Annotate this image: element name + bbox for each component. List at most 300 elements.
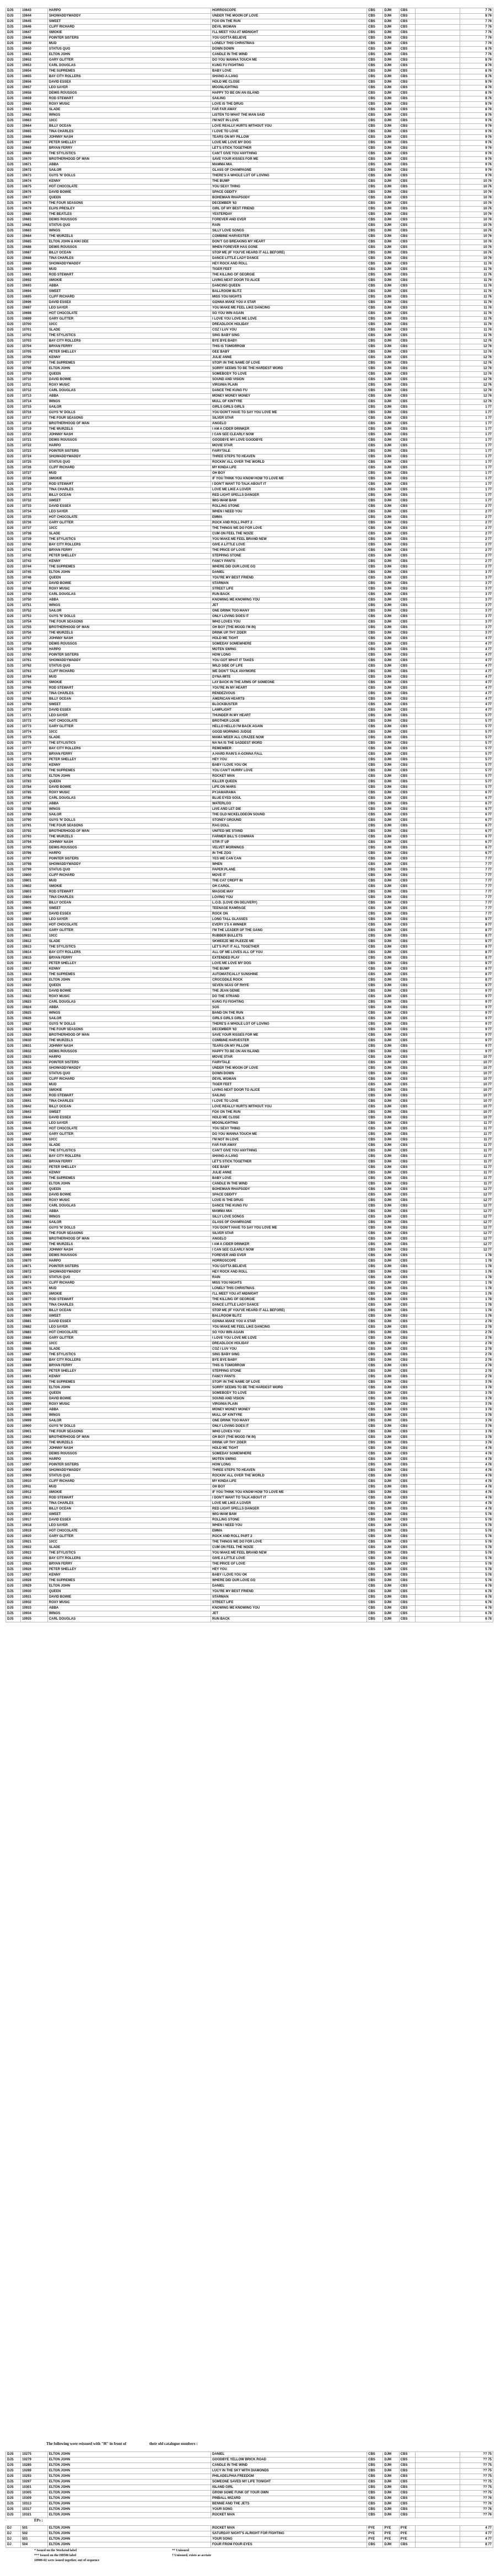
artist-cell: WINGS	[47, 229, 211, 234]
distributor-cell: CBS	[399, 653, 415, 658]
format-cell: CBS	[367, 1584, 383, 1589]
catalogue-number-cell: 10861	[21, 1209, 48, 1215]
notes-cell	[415, 950, 460, 956]
publisher-cell: DJM	[383, 1204, 399, 1209]
table-row	[6, 1193, 493, 1198]
label-cell: DJS	[6, 565, 21, 570]
publisher-cell: DJM	[383, 1275, 399, 1281]
table-row	[6, 1419, 493, 1424]
title-cell: STREET LIFE	[211, 1600, 367, 1606]
title-cell: ALL OF ME LOVES ALL OF YOU	[211, 950, 367, 956]
artist-cell: LEO SAYER	[47, 85, 211, 91]
catalogue-number-cell: 10884	[21, 1336, 48, 1341]
artist-cell: ELTON JOHN	[47, 1182, 211, 1187]
notes-cell	[415, 1044, 460, 1049]
distributor-cell: CBS	[399, 157, 415, 163]
format-cell: CBS	[367, 1060, 383, 1066]
catalogue-number-cell: 10782	[21, 774, 48, 780]
title-cell: THE PRICE OF LOVE	[211, 548, 367, 554]
date-cell: 8 77	[460, 978, 493, 983]
title-cell: YOU'RE MY BEST FRIEND	[211, 1589, 367, 1595]
distributor-cell: CBS	[399, 1534, 415, 1540]
artist-cell: LEO SAYER	[47, 917, 211, 923]
date-cell: 8 76	[460, 14, 493, 19]
format-cell: CBS	[367, 559, 383, 565]
notes-cell	[415, 548, 460, 554]
publisher-cell: DJM	[383, 245, 399, 251]
catalogue-number-cell: 10901	[21, 1430, 48, 1435]
notes-cell	[415, 212, 460, 218]
distributor-cell: CBS	[399, 752, 415, 757]
notes-cell	[415, 928, 460, 934]
format-cell: CBS	[367, 1512, 383, 1518]
publisher-cell: DJM	[383, 581, 399, 587]
artist-cell: QUEEN	[47, 196, 211, 201]
artist-cell: ROD STEWART	[47, 890, 211, 895]
notes-cell	[415, 107, 460, 113]
date-cell: 4 77	[460, 653, 493, 658]
distributor-cell: CBS	[399, 939, 415, 945]
notes-cell	[415, 124, 460, 129]
catalogue-number-cell: 10653	[21, 63, 48, 69]
publisher-cell: DJM	[383, 1369, 399, 1374]
table-row	[6, 1264, 493, 1270]
publisher-cell: DJM	[383, 1512, 399, 1518]
date-cell: 9 77	[460, 1049, 493, 1055]
notes-cell	[415, 405, 460, 410]
distributor-cell: CBS	[399, 967, 415, 972]
title-cell: LISTEN TO WHAT THE MAN SAID	[211, 113, 367, 118]
publisher-cell: DJM	[383, 625, 399, 631]
catalogue-number-cell: 10852	[21, 1160, 48, 1165]
title-cell: STEPPING STONE	[211, 1369, 367, 1374]
distributor-cell: CBS	[399, 945, 415, 950]
label-cell: DJS	[6, 388, 21, 394]
format-cell: CBS	[367, 928, 383, 934]
table-row	[6, 146, 493, 151]
table-row	[6, 1380, 493, 1386]
notes-cell	[415, 895, 460, 901]
label-cell: DJS	[6, 1352, 21, 1358]
catalogue-number-cell: 10845	[21, 1121, 48, 1127]
label-cell: DJS	[6, 383, 21, 388]
label-cell: DJS	[6, 1292, 21, 1297]
catalogue-number-cell: 10919	[21, 1529, 48, 1534]
date-cell: 5 77	[460, 774, 493, 780]
artist-cell: BILLY OCEAN	[47, 697, 211, 702]
catalogue-number-cell: 501	[21, 2526, 48, 2531]
title-cell: SKWEEZE ME PLEEZE ME	[211, 939, 367, 945]
table-row	[6, 1336, 493, 1341]
distributor-cell: CBS	[399, 1220, 415, 1226]
artist-cell: SHOWADDYWADDY	[47, 1468, 211, 1474]
table-row	[6, 1606, 493, 1611]
publisher-cell: DJM	[383, 1606, 399, 1611]
catalogue-number-cell: 10863	[21, 1220, 48, 1226]
date-cell: 3 77	[460, 620, 493, 625]
artist-cell: ELTON JOHN	[47, 2502, 211, 2507]
title-cell: BROTHER LOUIE	[211, 719, 367, 724]
format-cell: CBS	[367, 240, 383, 245]
format-cell: CBS	[367, 1033, 383, 1038]
date-cell: 11 77	[460, 1138, 493, 1143]
catalogue-number-cell: 10909	[21, 1474, 48, 1479]
format-cell: CBS	[367, 730, 383, 735]
format-cell: CBS	[367, 179, 383, 185]
label-cell: DJS	[6, 890, 21, 895]
date-cell: 2 78	[460, 1341, 493, 1347]
artist-cell: WINGS	[47, 1413, 211, 1419]
format-cell: CBS	[367, 1121, 383, 1127]
date-cell: 7 77	[460, 884, 493, 890]
label-cell: DJS	[6, 262, 21, 267]
format-cell: CBS	[367, 1606, 383, 1611]
catalogue-number-cell: 10835	[21, 1066, 48, 1071]
distributor-cell: CBS	[399, 1149, 415, 1154]
distributor-cell: PYE	[399, 2537, 415, 2542]
title-cell: DOWN DOWN	[211, 1071, 367, 1077]
format-cell: CBS	[367, 642, 383, 647]
title-cell: DO YOU WANNA TOUCH ME	[211, 1132, 367, 1138]
format-cell: CBS	[367, 945, 383, 950]
publisher-cell: DJM	[383, 510, 399, 515]
date-cell: 6 77	[460, 840, 493, 846]
distributor-cell: CBS	[399, 135, 415, 140]
catalogue-number-cell: 10754	[21, 620, 48, 625]
date-cell: 6 77	[460, 791, 493, 796]
publisher-cell: DJM	[383, 91, 399, 96]
table-row	[6, 752, 493, 757]
notes-cell	[415, 2458, 460, 2463]
distributor-cell: CBS	[399, 1038, 415, 1044]
notes-cell	[415, 1430, 460, 1435]
date-cell: 8 77	[460, 923, 493, 928]
notes-cell	[415, 85, 460, 91]
format-cell: CBS	[367, 1066, 383, 1071]
distributor-cell: CBS	[399, 664, 415, 669]
table-row	[6, 757, 493, 763]
title-cell: ROCKIN' ALL OVER THE WORLD	[211, 1474, 367, 1479]
table-row	[6, 802, 493, 807]
artist-cell: THE STYLISTICS	[47, 333, 211, 339]
publisher-cell: DJM	[383, 2474, 399, 2480]
label-cell: DJS	[6, 1573, 21, 1578]
label-cell: DJS	[6, 614, 21, 620]
notes-cell	[415, 1402, 460, 1408]
publisher-cell: DJM	[383, 477, 399, 482]
publisher-cell: DJM	[383, 879, 399, 884]
title-cell: I DON'T WANT TO TALK ABOUT IT	[211, 482, 367, 488]
catalogue-number-cell: 10765	[21, 680, 48, 686]
title-cell: YOUR SONG	[211, 2507, 367, 2513]
table-row	[6, 1369, 493, 1374]
publisher-cell: DJM	[383, 1165, 399, 1171]
format-cell: CBS	[367, 1055, 383, 1060]
table-row	[6, 1314, 493, 1319]
format-cell: CBS	[367, 30, 383, 36]
distributor-cell: CBS	[399, 730, 415, 735]
catalogue-number-cell: 10774	[21, 730, 48, 735]
table-row	[6, 2542, 493, 2548]
distributor-cell: CBS	[399, 19, 415, 25]
publisher-cell: DJM	[383, 1198, 399, 1204]
distributor-cell: CBS	[399, 1452, 415, 1457]
distributor-cell: CBS	[399, 383, 415, 388]
publisher-cell: DJM	[383, 471, 399, 477]
artist-cell: BRYAN FERRY	[47, 344, 211, 350]
table-row	[6, 697, 493, 702]
table-row	[6, 1253, 493, 1259]
format-cell: CBS	[367, 1077, 383, 1083]
publisher-cell: DJM	[383, 719, 399, 724]
label-cell: DJS	[6, 229, 21, 234]
notes-cell	[415, 1264, 460, 1270]
label-cell: DJS	[6, 1363, 21, 1369]
notes-cell	[415, 708, 460, 713]
table-row	[6, 273, 493, 278]
format-cell: CBS	[367, 1441, 383, 1446]
catalogue-number-cell: 10789	[21, 813, 48, 818]
notes-cell	[415, 1573, 460, 1578]
format-cell: CBS	[367, 1507, 383, 1512]
label-cell: DJS	[6, 361, 21, 366]
date-cell: 8 77	[460, 934, 493, 939]
notes-cell	[415, 658, 460, 664]
label-cell: DJS	[6, 994, 21, 1000]
distributor-cell: CBS	[399, 234, 415, 240]
title-cell: ROCKET MAN	[211, 2513, 367, 2518]
label-cell: DJS	[6, 813, 21, 818]
notes-cell	[415, 614, 460, 620]
distributor-cell: CBS	[399, 691, 415, 697]
title-cell: ONLY LOVING DOES IT	[211, 614, 367, 620]
catalogue-number-cell: 10772	[21, 719, 48, 724]
notes-cell	[415, 19, 460, 25]
label-cell: DJS	[6, 196, 21, 201]
catalogue-number-cell: 10916	[21, 1512, 48, 1518]
publisher-cell: DJM	[383, 240, 399, 245]
table-row	[6, 1088, 493, 1094]
notes-cell	[415, 625, 460, 631]
format-cell: CBS	[367, 697, 383, 702]
publisher-cell: DJM	[383, 1347, 399, 1352]
title-cell: MAGGIE MAY	[211, 890, 367, 895]
ep-table-body	[6, 2526, 493, 2548]
distributor-cell: CBS	[399, 559, 415, 565]
format-cell: CBS	[367, 554, 383, 559]
distributor-cell: CBS	[399, 686, 415, 691]
label-cell: DJS	[6, 1038, 21, 1044]
title-cell: FAIRYTALE	[211, 449, 367, 454]
distributor-cell: CBS	[399, 1352, 415, 1358]
notes-cell	[415, 416, 460, 421]
notes-cell	[415, 278, 460, 284]
notes-cell	[415, 366, 460, 372]
label-cell: DJS	[6, 1512, 21, 1518]
catalogue-number-cell: 10784	[21, 785, 48, 791]
date-cell: 9 77	[460, 1038, 493, 1044]
title-cell: THE JEAN GENIE	[211, 989, 367, 994]
title-cell: SOUND AND VISION	[211, 1397, 367, 1402]
label-cell: DJS	[6, 791, 21, 796]
format-cell: CBS	[367, 1496, 383, 1501]
date-cell: 5 78	[460, 1556, 493, 1562]
notes-cell	[415, 884, 460, 890]
table-row	[6, 598, 493, 603]
publisher-cell: DJM	[383, 1154, 399, 1160]
format-cell: CBS	[367, 488, 383, 493]
artist-cell: 10CC	[47, 934, 211, 939]
label-cell: DJS	[6, 1016, 21, 1022]
distributor-cell: CBS	[399, 1270, 415, 1275]
publisher-cell: DJM	[383, 102, 399, 107]
artist-cell: JOHNNY NASH	[47, 432, 211, 438]
format-cell: CBS	[367, 1330, 383, 1336]
distributor-cell: CBS	[399, 2491, 415, 2496]
distributor-cell: CBS	[399, 1138, 415, 1143]
table-row	[6, 251, 493, 256]
title-cell: KUNG FU FIGHTING	[211, 1000, 367, 1005]
artist-cell: GUYS 'N' DOLLS	[47, 1022, 211, 1027]
date-cell: 1 77	[460, 427, 493, 432]
distributor-cell: CBS	[399, 185, 415, 190]
table-row	[6, 1408, 493, 1413]
label-cell: DJS	[6, 201, 21, 207]
table-row	[6, 769, 493, 774]
format-cell: CBS	[367, 350, 383, 355]
catalogue-number-cell: 10848	[21, 1138, 48, 1143]
label-cell: DJS	[6, 1275, 21, 1281]
date-cell: 11 76	[460, 333, 493, 339]
notes-cell	[415, 1352, 460, 1358]
distributor-cell: CBS	[399, 1044, 415, 1049]
catalogue-number-cell: 10920	[21, 1534, 48, 1540]
title-cell: SEVEN SEAS OF RHYE	[211, 983, 367, 989]
format-cell: CBS	[367, 1187, 383, 1193]
notes-cell	[415, 234, 460, 240]
artist-cell: SHOWADDYWADDY	[47, 14, 211, 19]
label-cell: DJS	[6, 322, 21, 328]
label-cell: DJS	[6, 1402, 21, 1408]
title-cell: THE BUMP	[211, 967, 367, 972]
date-cell: 10 76	[460, 229, 493, 234]
distributor-cell: CBS	[399, 1358, 415, 1363]
table-row	[6, 438, 493, 443]
distributor-cell: CBS	[399, 1413, 415, 1419]
date-cell: 2 77	[460, 565, 493, 570]
table-row	[6, 851, 493, 857]
label-cell: DJS	[6, 1501, 21, 1507]
distributor-cell: CBS	[399, 113, 415, 118]
artist-cell: WINGS	[47, 113, 211, 118]
distributor-cell: CBS	[399, 2542, 415, 2548]
title-cell: DECEMBER '63	[211, 1027, 367, 1033]
date-cell: 3 78	[460, 1380, 493, 1386]
date-cell: 10 76	[460, 223, 493, 229]
catalogue-number-cell: 10648	[21, 36, 48, 41]
distributor-cell: CBS	[399, 1231, 415, 1237]
title-cell: ROCK ON	[211, 912, 367, 917]
artist-cell: POINTER SISTERS	[47, 653, 211, 658]
title-cell: DREADLOCK HOLIDAY	[211, 1341, 367, 1347]
distributor-cell: CBS	[399, 124, 415, 129]
publisher-cell: DJM	[383, 1501, 399, 1507]
catalogue-number-cell: 10733	[21, 504, 48, 510]
table-row	[6, 1319, 493, 1325]
table-row	[6, 653, 493, 658]
distributor-cell: CBS	[399, 785, 415, 791]
format-cell: CBS	[367, 939, 383, 945]
notes-cell	[415, 1270, 460, 1275]
artist-cell: SMOKIE	[47, 30, 211, 36]
catalogue-number-cell: 10933	[21, 1606, 48, 1611]
catalogue-number-cell: 10828	[21, 1027, 48, 1033]
format-cell: CBS	[367, 229, 383, 234]
distributor-cell: CBS	[399, 769, 415, 774]
publisher-cell: DJM	[383, 1171, 399, 1176]
publisher-cell: DJM	[383, 2458, 399, 2463]
artist-cell: DAVID ESSEX	[47, 80, 211, 85]
date-cell: 5 77	[460, 752, 493, 757]
distributor-cell: CBS	[399, 1049, 415, 1055]
title-cell: HORROSCOPE	[211, 1259, 367, 1264]
catalogue-number-cell: 10794	[21, 840, 48, 846]
notes-cell	[415, 752, 460, 757]
format-cell: CBS	[367, 1611, 383, 1617]
catalogue-number-cell: 10870	[21, 1259, 48, 1264]
catalogue-number-cell: 10739	[21, 537, 48, 543]
notes-cell	[415, 1182, 460, 1187]
title-cell: DANCE LITTLE LADY DANCE	[211, 256, 367, 262]
distributor-cell: CBS	[399, 1242, 415, 1248]
publisher-cell: DJM	[383, 1297, 399, 1303]
distributor-cell: CBS	[399, 394, 415, 399]
publisher-cell: DJM	[383, 1016, 399, 1022]
notes-cell	[415, 1419, 460, 1424]
date-cell: 3 77	[460, 587, 493, 592]
date-cell: 4 78	[460, 1463, 493, 1468]
artist-cell: SLADE	[47, 1347, 211, 1352]
catalogue-number-cell: 10662	[21, 113, 48, 118]
label-cell: DJS	[6, 1463, 21, 1468]
label-cell: DJS	[6, 471, 21, 477]
notes-cell	[415, 2452, 460, 2458]
distributor-cell: CBS	[399, 1275, 415, 1281]
distributor-cell: CBS	[399, 63, 415, 69]
label-cell: DJS	[6, 366, 21, 372]
label-cell: DJS	[6, 1380, 21, 1386]
title-cell: I'M NOT IN LOVE	[211, 1138, 367, 1143]
catalogue-number-cell: 10837	[21, 1077, 48, 1083]
label-cell: DJS	[6, 923, 21, 928]
distributor-cell: CBS	[399, 1507, 415, 1512]
title-cell: SILVER STAR	[211, 1231, 367, 1237]
notes-cell	[415, 58, 460, 63]
distributor-cell: CBS	[399, 1518, 415, 1523]
date-cell: 8 77	[460, 945, 493, 950]
table-row	[6, 1424, 493, 1430]
notes-cell	[415, 1457, 460, 1463]
table-row	[6, 537, 493, 543]
format-cell: CBS	[367, 1171, 383, 1176]
table-row	[6, 675, 493, 680]
artist-cell: LEO SAYER	[47, 510, 211, 515]
artist-cell: MUD	[47, 41, 211, 47]
distributor-cell: CBS	[399, 1551, 415, 1556]
label-cell: DJS	[6, 807, 21, 813]
artist-cell: BRYAN FERRY	[47, 548, 211, 554]
distributor-cell: CBS	[399, 532, 415, 537]
